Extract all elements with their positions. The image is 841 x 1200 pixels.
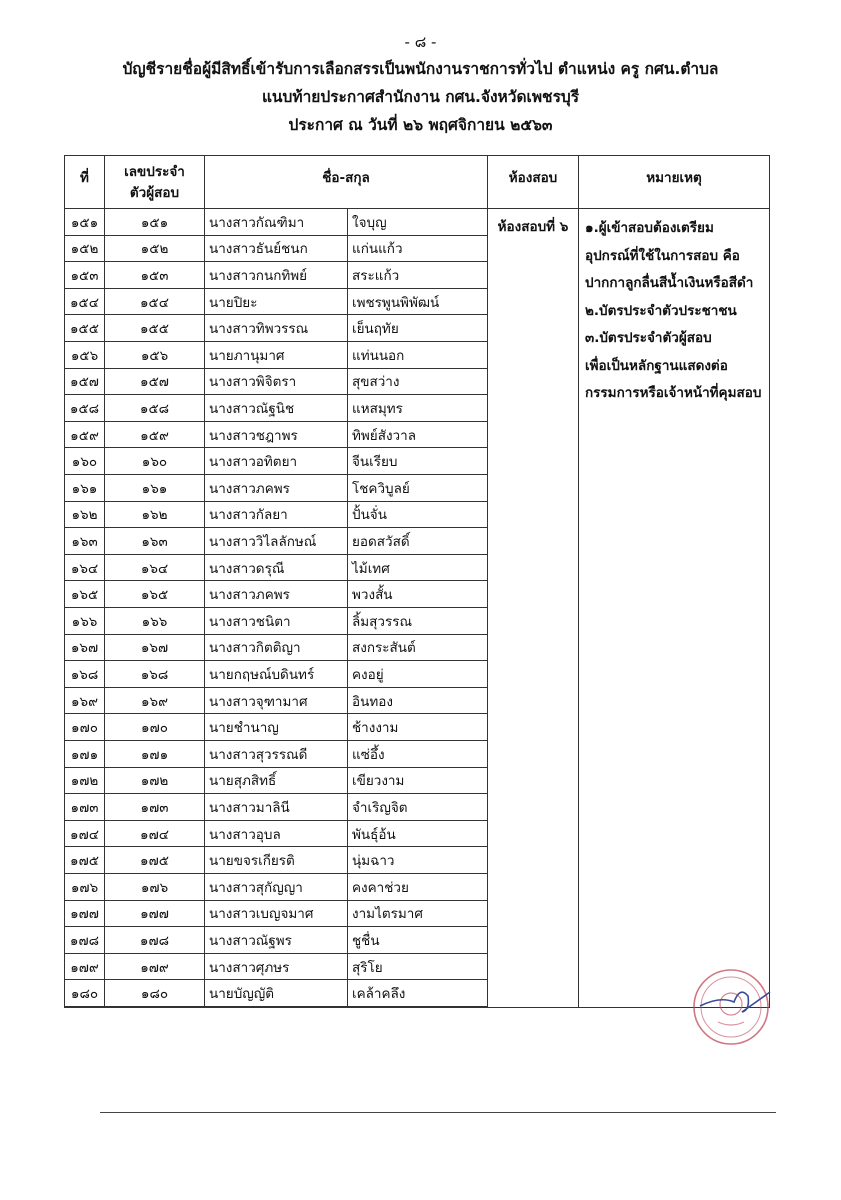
table-row: [65, 289, 488, 316]
first-name: นายชำนาญ: [205, 714, 348, 740]
last-name: ช้างงาม: [348, 714, 488, 740]
announcement-date: ประกาศ ณ วันที่ ๒๖ พฤศจิกายน ๒๕๖๓: [288, 116, 553, 134]
exam-code: ๑๗๓: [105, 794, 205, 820]
last-name: ใจบุญ: [348, 209, 488, 235]
exam-code: ๑๕๔: [105, 289, 205, 315]
table-row: [65, 688, 488, 715]
row-number: ๑๖๙: [65, 688, 105, 714]
remark-line: ๓.บัตรประจำตัวผู้สอบ: [585, 330, 712, 346]
table-row: [65, 502, 488, 529]
row-number: ๑๗๑: [65, 741, 105, 767]
exam-code: ๑๕๗: [105, 369, 205, 395]
row-number: ๑๘๐: [65, 980, 105, 1006]
remark-line: ปากกาลูกลื่นสีน้ำเงินหรือสีดำ: [585, 275, 754, 291]
table-row: [65, 768, 488, 795]
table-row: [65, 475, 488, 502]
document-title: บัญชีรายชื่อผู้มีสิทธิ์เข้ารับการเลือกสรรเป็นพนักงานราชการทั่วไป ตำแหน่ง ครู กศน.ตำบล: [122, 60, 719, 78]
table-row: [65, 422, 488, 449]
remark-line: ๒.บัตรประจำตัวประชาชน: [585, 302, 737, 319]
row-number: ๑๕๒: [65, 236, 105, 262]
exam-code: ๑๕๖: [105, 342, 205, 368]
last-name: อินทอง: [348, 688, 488, 714]
last-name: โชควิบูลย์: [348, 475, 488, 501]
exam-code: ๑๗๙: [105, 954, 205, 980]
table-row: [65, 927, 488, 954]
table-row: [65, 528, 488, 555]
first-name: นายภานุมาศ: [205, 342, 348, 368]
last-name: ทิพย์สังวาล: [348, 422, 488, 448]
first-name: นางสาวชฎาพร: [205, 422, 348, 448]
first-name: นางสาวภคพร: [205, 581, 348, 607]
last-name: คงอยู่: [348, 661, 488, 687]
last-name: ลิ้มสุวรรณ: [348, 608, 488, 634]
exam-code: ๑๕๘: [105, 395, 205, 421]
first-name: นางสาววิไลลักษณ์: [205, 528, 348, 554]
row-number: ๑๕๕: [65, 315, 105, 341]
first-name: นางสาวณัฐพร: [205, 927, 348, 953]
exam-code: ๑๖๖: [105, 608, 205, 634]
header-name: ชื่อ-สกุล: [205, 156, 488, 209]
row-number: ๑๕๑: [65, 209, 105, 235]
row-number: ๑๗๔: [65, 821, 105, 847]
row-number: ๑๕๖: [65, 342, 105, 368]
row-number: ๑๖๖: [65, 608, 105, 634]
last-name: พันธุ์อ้น: [348, 821, 488, 847]
first-name: นางสาวกัณฑิมา: [205, 209, 348, 235]
first-name: นางสาวกัลยา: [205, 502, 348, 528]
table-row: [65, 635, 488, 662]
first-name: นายขจรเกียรติ: [205, 847, 348, 873]
table-row: [65, 448, 488, 475]
header-exam-code: [105, 156, 205, 209]
last-name: เย็นฤทัย: [348, 315, 488, 341]
last-name: จีนเรียบ: [348, 448, 488, 474]
first-name: นางสาวมาลินี: [205, 794, 348, 820]
page-number: - ๘ -: [404, 33, 437, 51]
first-name: นางสาวณัฐนิช: [205, 395, 348, 421]
exam-code: ๑๖๑: [105, 475, 205, 501]
table-row: [65, 395, 488, 422]
exam-code: ๑๗๗: [105, 901, 205, 927]
row-number: ๑๖๑: [65, 475, 105, 501]
first-name: นางสาวเบญจมาศ: [205, 901, 348, 927]
first-name: นางสาวกิตติญา: [205, 635, 348, 661]
last-name: ยอดสวัสดิ์: [348, 528, 488, 554]
row-number: ๑๗๐: [65, 714, 105, 740]
row-number: ๑๖๘: [65, 661, 105, 687]
exam-code: ๑๖๓: [105, 528, 205, 554]
table-row: [65, 901, 488, 928]
last-name: สุขสว่าง: [348, 369, 488, 395]
official-seal-icon: [690, 966, 772, 1048]
last-name: สระแก้ว: [348, 262, 488, 288]
table-row: [65, 209, 488, 236]
exam-code: ๑๖๙: [105, 688, 205, 714]
table-row: [65, 236, 488, 263]
exam-code: ๑๖๔: [105, 555, 205, 581]
row-number: ๑๖๗: [65, 635, 105, 661]
first-name: นางสาวอทิตยา: [205, 448, 348, 474]
row-number: ๑๗๘: [65, 927, 105, 953]
last-name: แก่นแก้ว: [348, 236, 488, 262]
row-number: ๑๖๓: [65, 528, 105, 554]
last-name: เคล้าคลึง: [348, 980, 488, 1006]
first-name: นางสาวภคพร: [205, 475, 348, 501]
remarks-block: [579, 209, 769, 401]
exam-code: ๑๕๒: [105, 236, 205, 262]
first-name: นางสาวสุวรรณดี: [205, 741, 348, 767]
row-number: ๑๗๕: [65, 847, 105, 873]
exam-code: ๑๖๐: [105, 448, 205, 474]
header-exam-code-line2: ตัวผู้สอบ: [129, 185, 180, 201]
remark-line: เพื่อเป็นหลักฐานแสดงต่อ: [585, 357, 728, 374]
exam-code: ๑๕๑: [105, 209, 205, 235]
first-name: นายสุภสิทธิ์: [205, 768, 348, 794]
table-row: [65, 555, 488, 582]
table-row: [65, 741, 488, 768]
last-name: ปั้นจั่น: [348, 502, 488, 528]
table-row: [65, 608, 488, 635]
exam-code: ๑๕๙: [105, 422, 205, 448]
last-name: แท่นนอก: [348, 342, 488, 368]
remark-line: กรรมการหรือเจ้าหน้าที่คุมสอบ: [585, 385, 762, 401]
table-row: [65, 661, 488, 688]
remark-line: อุปกรณ์ที่ใช้ในการสอบ คือ: [585, 247, 740, 264]
row-number: ๑๖๐: [65, 448, 105, 474]
first-name: นางสาวจุฑามาศ: [205, 688, 348, 714]
exam-code: ๑๗๖: [105, 874, 205, 900]
last-name: สุริโย: [348, 954, 488, 980]
table-row: [65, 315, 488, 342]
table-row: [65, 847, 488, 874]
table-row: [65, 874, 488, 901]
remark-line: ๑.ผู้เข้าสอบต้องเตรียม: [585, 220, 714, 236]
row-number: ๑๕๗: [65, 369, 105, 395]
candidate-table: [64, 155, 770, 1008]
first-name: นางสาวสุกัญญา: [205, 874, 348, 900]
row-number: ๑๗๓: [65, 794, 105, 820]
last-name: ชูชื่น: [348, 927, 488, 953]
table-row: [65, 369, 488, 396]
row-number: ๑๗๒: [65, 768, 105, 794]
last-name: คงคาช่วย: [348, 874, 488, 900]
last-name: เขียวงาม: [348, 768, 488, 794]
row-number: ๑๗๙: [65, 954, 105, 980]
last-name: เพชรพูนพิพัฒน์: [348, 289, 488, 315]
last-name: แหสมุทร: [348, 395, 488, 421]
table-row: [65, 980, 488, 1007]
row-number: ๑๖๔: [65, 555, 105, 581]
row-number: ๑๕๓: [65, 262, 105, 288]
exam-code: ๑๖๕: [105, 581, 205, 607]
exam-code: ๑๕๓: [105, 262, 205, 288]
exam-code: ๑๘๐: [105, 980, 205, 1006]
table-row: [65, 714, 488, 741]
table-row: [65, 954, 488, 981]
footer-divider: [100, 1112, 776, 1113]
header-exam-code-line1: เลขประจำ: [124, 164, 185, 180]
table-row: [65, 342, 488, 369]
exam-code: ๑๖๗: [105, 635, 205, 661]
exam-code: ๑๗๕: [105, 847, 205, 873]
first-name: นางสาวดรุณี: [205, 555, 348, 581]
exam-code: ๑๖๘: [105, 661, 205, 687]
exam-code: ๑๗๔: [105, 821, 205, 847]
first-name: นางสาวชนิตา: [205, 608, 348, 634]
header-no: ที่: [65, 156, 105, 209]
first-name: นางสาวกนกทิพย์: [205, 262, 348, 288]
document-subtitle: แนบท้ายประกาศสำนักงาน กศน.จังหวัดเพชรบุรี: [261, 88, 580, 106]
last-name: ไม้เทศ: [348, 555, 488, 581]
header-remark: หมายเหตุ: [579, 156, 769, 209]
last-name: งามไตรมาศ: [348, 901, 488, 927]
row-number: ๑๕๙: [65, 422, 105, 448]
table-row: [65, 262, 488, 289]
first-name: นายกฤษณ์บดินทร์: [205, 661, 348, 687]
last-name: แซ่อึ้ง: [348, 741, 488, 767]
exam-room: ห้องสอบที่ ๖: [488, 209, 579, 1008]
exam-code: ๑๗๐: [105, 714, 205, 740]
table-row: [65, 794, 488, 821]
first-name: นางสาวทิพวรรณ: [205, 315, 348, 341]
first-name: นางสาวธันย์ชนก: [205, 236, 348, 262]
table-row: [65, 581, 488, 608]
row-number: ๑๖๕: [65, 581, 105, 607]
last-name: พวงสั้น: [348, 581, 488, 607]
row-number: ๑๖๒: [65, 502, 105, 528]
exam-code: ๑๗๘: [105, 927, 205, 953]
first-name: นายบัญญัติ: [205, 980, 348, 1006]
first-name: นางสาวพิจิตรา: [205, 369, 348, 395]
last-name: จำเริญจิต: [348, 794, 488, 820]
exam-code: ๑๗๑: [105, 741, 205, 767]
exam-code: ๑๖๒: [105, 502, 205, 528]
exam-code: ๑๗๒: [105, 768, 205, 794]
header-room: ห้องสอบ: [488, 156, 579, 209]
row-number: ๑๗๗: [65, 901, 105, 927]
last-name: สงกระสันต์: [348, 635, 488, 661]
row-number: ๑๕๔: [65, 289, 105, 315]
row-number: ๑๗๖: [65, 874, 105, 900]
first-name: นายปิยะ: [205, 289, 348, 315]
table-row: [65, 821, 488, 848]
last-name: นุ่มฉาว: [348, 847, 488, 873]
row-number: ๑๕๘: [65, 395, 105, 421]
first-name: นางสาวอุบล: [205, 821, 348, 847]
first-name: นางสาวศุภษร: [205, 954, 348, 980]
exam-code: ๑๕๕: [105, 315, 205, 341]
